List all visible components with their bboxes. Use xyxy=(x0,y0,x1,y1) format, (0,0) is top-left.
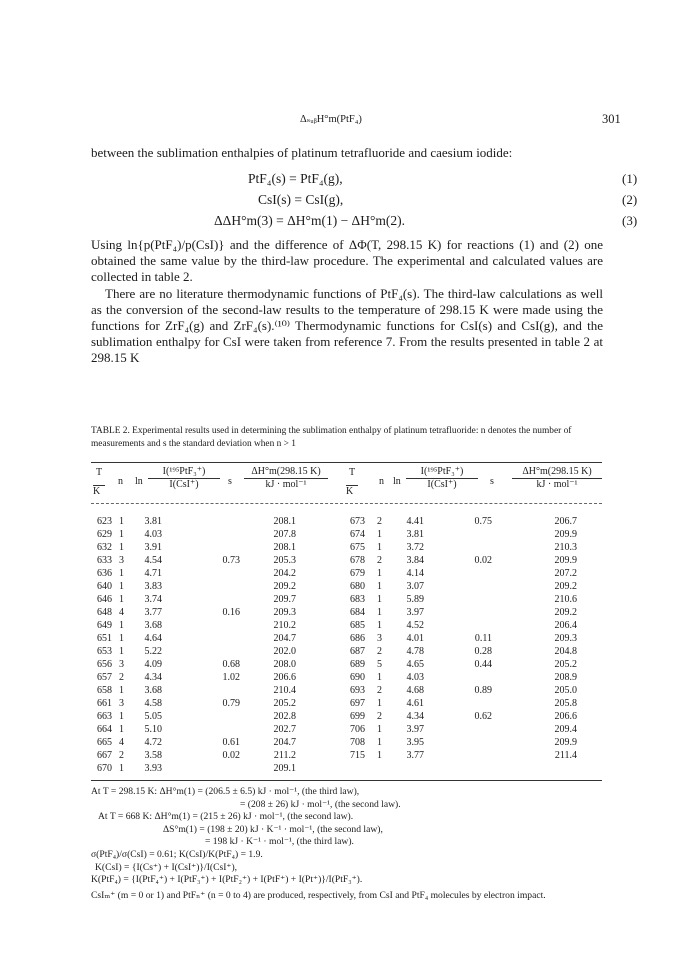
equation-2-number: (2) xyxy=(622,192,638,207)
table-caption: TABLE 2. Experimental results used in determining the sublimation enthalpy of platinum tetrafluoride: n denotes the number of measurements and s the standard deviation when n > 1 xyxy=(91,426,572,449)
table-cell: 3.91 xyxy=(144,542,162,553)
paragraph-1: Using ln{p(PtF₄)/p(CsI)} and the difference of ΔΦ(T, 298.15 K) for reactions (1) and (2) one obtained the same value by the third-law procedure. The experimental and calculated values are collected in table 2. xyxy=(91,237,603,285)
table-cell: 1 xyxy=(119,529,124,540)
table-cell: 0.02 xyxy=(222,750,240,761)
table-cell: 206.6 xyxy=(554,711,577,722)
table-cell: 3.07 xyxy=(406,581,424,592)
table-cell: 209.1 xyxy=(273,763,296,774)
table-cell: 2 xyxy=(119,750,124,761)
table-cell: 208.9 xyxy=(554,672,577,683)
table-cell xyxy=(466,580,492,593)
table-cell: 693 xyxy=(350,685,365,696)
table-cell: 206.7 xyxy=(554,516,577,527)
table-cell: 204.7 xyxy=(273,737,296,748)
table-cell xyxy=(466,528,492,541)
header-n-right: n xyxy=(379,476,384,487)
header-dh-right xyxy=(512,466,602,490)
table-cell: 658 xyxy=(97,685,112,696)
table-cell: 5.22 xyxy=(144,646,162,657)
table-cell: 4 xyxy=(119,737,124,748)
note-line: = 198 kJ · K⁻¹ · mol⁻¹, (the third law). xyxy=(205,836,354,848)
table-cell: 1 xyxy=(377,529,382,540)
table-bottom-rule xyxy=(91,780,602,781)
table-cell: 640 xyxy=(97,581,112,592)
table-cell: 686 xyxy=(350,633,365,644)
table-cell: 1 xyxy=(119,581,124,592)
table-cell xyxy=(214,528,240,541)
table-cell xyxy=(214,580,240,593)
table-cell: 651 xyxy=(97,633,112,644)
table-cell: 0.79 xyxy=(222,698,240,709)
table-cell: 2 xyxy=(377,711,382,722)
table-cell: 664 xyxy=(97,724,112,735)
header-t-right: T xyxy=(349,467,356,478)
table-cell: 1 xyxy=(119,594,124,605)
table-cell: 3.97 xyxy=(406,724,424,735)
table-cell: 3 xyxy=(377,633,382,644)
table-cell: 3 xyxy=(119,698,124,709)
table-cell xyxy=(466,606,492,619)
table-cell: 629 xyxy=(97,529,112,540)
note-line: K(PtF₄) = {I(PtF₄⁺) + I(PtF₃⁺) + I(PtF₂⁺) + I(PtF⁺) + I(Pt⁺)}/I(PtF₃⁺). xyxy=(91,874,363,886)
table-cell: 4.34 xyxy=(144,672,162,683)
table-cell: 3 xyxy=(119,659,124,670)
table-cell: 5.89 xyxy=(406,594,424,605)
table-cell: 708 xyxy=(350,737,365,748)
body-text xyxy=(91,237,603,367)
table-cell: 4.58 xyxy=(144,698,162,709)
table-cell: 1 xyxy=(377,620,382,631)
table-cell: 0.75 xyxy=(474,516,492,527)
table-cell: 3.72 xyxy=(406,542,424,553)
table-cell: 1 xyxy=(377,698,382,709)
table-cell: 209.9 xyxy=(554,529,577,540)
right-ln-column xyxy=(402,515,424,762)
table-cell: 205.2 xyxy=(273,698,296,709)
table-cell: 1.02 xyxy=(222,672,240,683)
note-line: ΔS°m(1) = (198 ± 20) kJ · K⁻¹ · mol⁻¹, (the second law), xyxy=(163,823,383,835)
table-cell: 680 xyxy=(350,581,365,592)
table-cell: 684 xyxy=(350,607,365,618)
table-cell: 697 xyxy=(350,698,365,709)
table-cell: 209.3 xyxy=(273,607,296,618)
table-cell: 656 xyxy=(97,659,112,670)
table-cell: 1 xyxy=(377,542,382,553)
table-cell: 0.02 xyxy=(474,555,492,566)
table-cell: 4.64 xyxy=(144,633,162,644)
table-cell: 4.41 xyxy=(406,516,424,527)
table-cell: 1 xyxy=(119,516,124,527)
header-ratio-left xyxy=(148,466,220,490)
table-cell: 3.81 xyxy=(144,516,162,527)
header-k-left: K xyxy=(93,485,105,497)
table-cell: 689 xyxy=(350,659,365,670)
left-s-column xyxy=(214,515,240,775)
table-cell: 205.8 xyxy=(554,698,577,709)
table-cell xyxy=(214,762,240,775)
table-cell: 3.58 xyxy=(144,750,162,761)
table-cell: 207.8 xyxy=(273,529,296,540)
header-s-left: s xyxy=(228,476,232,487)
table-cell xyxy=(466,567,492,580)
table-cell: 4.03 xyxy=(144,529,162,540)
table-cell: 209.3 xyxy=(554,633,577,644)
table-cell: 210.2 xyxy=(273,620,296,631)
intro-line: between the sublimation enthalpies of platinum tetrafluoride and caesium iodide: xyxy=(91,145,513,160)
table-cell: 1 xyxy=(119,568,124,579)
table-cell: 4.78 xyxy=(406,646,424,657)
header-dh-unit-right: kJ · mol⁻¹ xyxy=(536,479,578,490)
header-ratio-den-right: I(CsI⁺) xyxy=(427,479,457,490)
note-line: K(CsI) = {I(Cs⁺) + I(CsI⁺)}/I(CsI⁺), xyxy=(95,861,238,873)
table-cell: 653 xyxy=(97,646,112,657)
table-cell: 205.0 xyxy=(554,685,577,696)
header-s-right: s xyxy=(490,476,494,487)
table-cell: 0.44 xyxy=(474,659,492,670)
table-cell: 673 xyxy=(350,516,365,527)
table-cell xyxy=(214,645,240,658)
table-cell: 1 xyxy=(377,581,382,592)
table-cell: 206.4 xyxy=(554,620,577,631)
table-cell: 648 xyxy=(97,607,112,618)
table-cell: 3.97 xyxy=(406,607,424,618)
table-cell: 2 xyxy=(377,685,382,696)
table-cell xyxy=(466,723,492,736)
table-cell: 0.16 xyxy=(222,607,240,618)
table-cell: 663 xyxy=(97,711,112,722)
equation-1-number: (1) xyxy=(622,171,638,186)
table-cell: 1 xyxy=(119,633,124,644)
table-cell xyxy=(214,515,240,528)
table-cell: 0.73 xyxy=(222,555,240,566)
table-cell: 1 xyxy=(377,737,382,748)
table-cell: 3.95 xyxy=(406,737,424,748)
table-cell: 3.83 xyxy=(144,581,162,592)
table-cell: 5.10 xyxy=(144,724,162,735)
table-cell: 207.2 xyxy=(554,568,577,579)
table-cell: 204.7 xyxy=(273,633,296,644)
table-cell: 4.09 xyxy=(144,659,162,670)
table-cell xyxy=(214,619,240,632)
table-cell xyxy=(466,697,492,710)
table-header-rule xyxy=(91,503,602,504)
table-cell: 208.0 xyxy=(273,659,296,670)
table-cell xyxy=(466,619,492,632)
table-cell: 699 xyxy=(350,711,365,722)
table-cell: 209.9 xyxy=(554,555,577,566)
table-cell: 2 xyxy=(377,646,382,657)
table-cell: 202.8 xyxy=(273,711,296,722)
table-cell: 0.11 xyxy=(474,633,492,644)
left-dh-column xyxy=(262,515,296,775)
equation-1: PtF₄(s) = PtF₄(g), xyxy=(248,171,343,186)
table-cell: 202.7 xyxy=(273,724,296,735)
right-s-column xyxy=(466,515,492,762)
table-cell: 632 xyxy=(97,542,112,553)
note-line: At T = 668 K: ΔH°m(1) = (215 ± 26) kJ · mol⁻¹, (the second law). xyxy=(98,811,354,823)
table-cell: 4 xyxy=(119,607,124,618)
table-cell: 4.54 xyxy=(144,555,162,566)
header-dh-num-left: ΔH°m(298.15 K) xyxy=(244,466,328,479)
table-cell xyxy=(214,710,240,723)
table-cell: 0.68 xyxy=(222,659,240,670)
table-cell: 687 xyxy=(350,646,365,657)
table-cell: 690 xyxy=(350,672,365,683)
equation-3: ΔΔH°m(3) = ΔH°m(1) − ΔH°m(2). xyxy=(214,213,405,228)
table-cell: 3.77 xyxy=(406,750,424,761)
table-cell: 211.2 xyxy=(273,750,296,761)
table-cell: 657 xyxy=(97,672,112,683)
table-cell: 1 xyxy=(377,594,382,605)
table-cell: 204.8 xyxy=(554,646,577,657)
table-cell: 679 xyxy=(350,568,365,579)
header-ln-left: ln xyxy=(135,476,143,487)
table-cell: 1 xyxy=(119,724,124,735)
equation-3-number: (3) xyxy=(622,213,638,228)
table-cell: 205.3 xyxy=(273,555,296,566)
table-cell xyxy=(214,684,240,697)
table-cell: 1 xyxy=(119,685,124,696)
note-line: At T = 298.15 K: ΔH°m(1) = (206.5 ± 6.5) kJ · mol⁻¹, (the third law), xyxy=(91,786,360,797)
table-cell: 623 xyxy=(97,516,112,527)
header-ratio-right xyxy=(406,466,478,490)
table-cell: 661 xyxy=(97,698,112,709)
equation-2: CsI(s) = CsI(g), xyxy=(258,192,344,207)
table-cell: 678 xyxy=(350,555,365,566)
table-cell: 205.2 xyxy=(554,659,577,670)
header-ratio-num-right: I(¹⁹⁵PtF₃⁺) xyxy=(406,466,478,479)
table-cell: 3 xyxy=(119,555,124,566)
table-cell: 1 xyxy=(119,711,124,722)
table-cell xyxy=(466,749,492,762)
table-cell: 633 xyxy=(97,555,112,566)
table-cell: 1 xyxy=(377,568,382,579)
table-cell: 4.03 xyxy=(406,672,424,683)
table-cell: 715 xyxy=(350,750,365,761)
paragraph-2: There are no literature thermodynamic functions of PtF₄(s). The third-law calculations as well as the conversion of the second-law results to the temperature of 298.15 K were made using the functions for ZrF₄(g) and ZrF₄(s).⁽¹⁰⁾ Thermodynamic functions for CsI(s) and CsI(g), and the sublimation enthalpy for CsI were taken from reference 7. From the results presented in table 2 at 298.15 K xyxy=(91,285,603,366)
header-ratio-den-left: I(CsI⁺) xyxy=(169,479,199,490)
table-cell: 670 xyxy=(97,763,112,774)
table-cell: 4.72 xyxy=(144,737,162,748)
table-cell: 209.2 xyxy=(554,581,577,592)
note-line: σ(PtF₄)/σ(CsI) = 0.61; K(CsI)/K(PtF₄) = 1.9. xyxy=(91,848,263,860)
table-top-rule xyxy=(91,462,602,463)
table-cell: 5.05 xyxy=(144,711,162,722)
header-n-left: n xyxy=(118,476,123,487)
table-notes xyxy=(91,786,401,887)
table-cell xyxy=(214,567,240,580)
table-cell: 0.89 xyxy=(474,685,492,696)
right-dh-column xyxy=(543,515,577,762)
left-t-column xyxy=(92,515,112,775)
table-cell: 4.14 xyxy=(406,568,424,579)
table-cell xyxy=(466,736,492,749)
table-cell xyxy=(214,632,240,645)
right-n-column xyxy=(374,515,382,762)
table-cell: 4.61 xyxy=(406,698,424,709)
table-cell: 3.81 xyxy=(406,529,424,540)
table-cell: 1 xyxy=(377,672,382,683)
table-cell: 4.34 xyxy=(406,711,424,722)
table-cell: 649 xyxy=(97,620,112,631)
table-cell: 636 xyxy=(97,568,112,579)
table-cell: 4.65 xyxy=(406,659,424,670)
table-cell: 0.61 xyxy=(222,737,240,748)
table-cell: 202.0 xyxy=(273,646,296,657)
table-cell: 3.68 xyxy=(144,685,162,696)
table-cell: 0.62 xyxy=(474,711,492,722)
table-cell xyxy=(466,593,492,606)
table-cell: 3.74 xyxy=(144,594,162,605)
right-t-column xyxy=(345,515,365,762)
table-cell: 1 xyxy=(119,620,124,631)
running-head: ΔₛᵤᵦH°m(PtF₄) xyxy=(300,114,362,125)
table-cell xyxy=(466,541,492,554)
left-n-column xyxy=(116,515,124,775)
header-ln-right: ln xyxy=(393,476,401,487)
table-cell xyxy=(214,723,240,736)
table-cell: 208.1 xyxy=(273,516,296,527)
table-cell: 4.71 xyxy=(144,568,162,579)
table-cell: 3.93 xyxy=(144,763,162,774)
table-cell: 210.3 xyxy=(554,542,577,553)
page-number: 301 xyxy=(602,112,621,126)
table-cell: 209.2 xyxy=(273,581,296,592)
table-cell: 675 xyxy=(350,542,365,553)
table-cell: 685 xyxy=(350,620,365,631)
table-cell: 208.1 xyxy=(273,542,296,553)
table-cell: 209.4 xyxy=(554,724,577,735)
table-cell: 4.52 xyxy=(406,620,424,631)
table-cell: 1 xyxy=(377,724,382,735)
table-cell: 1 xyxy=(119,763,124,774)
table-cell: 665 xyxy=(97,737,112,748)
table-cell xyxy=(214,593,240,606)
table-cell xyxy=(466,671,492,684)
table-cell: 1 xyxy=(377,750,382,761)
table-cell: 0.28 xyxy=(474,646,492,657)
table-cell: 2 xyxy=(377,555,382,566)
table-cell xyxy=(214,541,240,554)
table-cell: 667 xyxy=(97,750,112,761)
header-dh-num-right: ΔH°m(298.15 K) xyxy=(512,466,602,479)
table-cell: 3.68 xyxy=(144,620,162,631)
table-cell: 4.68 xyxy=(406,685,424,696)
table-cell: 683 xyxy=(350,594,365,605)
header-dh-unit-left: kJ · mol⁻¹ xyxy=(265,479,307,490)
header-ratio-num-left: I(¹⁹⁵PtF₃⁺) xyxy=(148,466,220,479)
table-footnote: CsIₘ⁺ (m = 0 or 1) and PtFₙ⁺ (n = 0 to 4) are produced, respectively, from CsI and PtF₄ molecules by electron impact. xyxy=(91,890,546,901)
table-cell: 706 xyxy=(350,724,365,735)
table-cell: 209.2 xyxy=(554,607,577,618)
header-dh-left xyxy=(244,466,328,490)
table-cell: 206.6 xyxy=(273,672,296,683)
table-cell: 2 xyxy=(377,516,382,527)
table-cell: 674 xyxy=(350,529,365,540)
table-cell: 204.2 xyxy=(273,568,296,579)
table-cell: 1 xyxy=(377,607,382,618)
table-cell: 646 xyxy=(97,594,112,605)
table-cell: 211.4 xyxy=(554,750,577,761)
table-cell: 3.84 xyxy=(406,555,424,566)
table-cell: 209.7 xyxy=(273,594,296,605)
table-cell: 2 xyxy=(119,672,124,683)
header-k-right: K xyxy=(346,485,358,497)
header-t-left: T xyxy=(96,467,103,478)
table-cell: 5 xyxy=(377,659,382,670)
table-cell: 1 xyxy=(119,542,124,553)
table-cell: 210.6 xyxy=(554,594,577,605)
table-cell: 3.77 xyxy=(144,607,162,618)
note-line: = (208 ± 26) kJ · mol⁻¹, (the second law). xyxy=(240,798,401,810)
table-cell: 210.4 xyxy=(273,685,296,696)
table-cell: 4.01 xyxy=(406,633,424,644)
table-cell: 209.9 xyxy=(554,737,577,748)
left-ln-column xyxy=(140,515,162,775)
table-cell: 1 xyxy=(119,646,124,657)
